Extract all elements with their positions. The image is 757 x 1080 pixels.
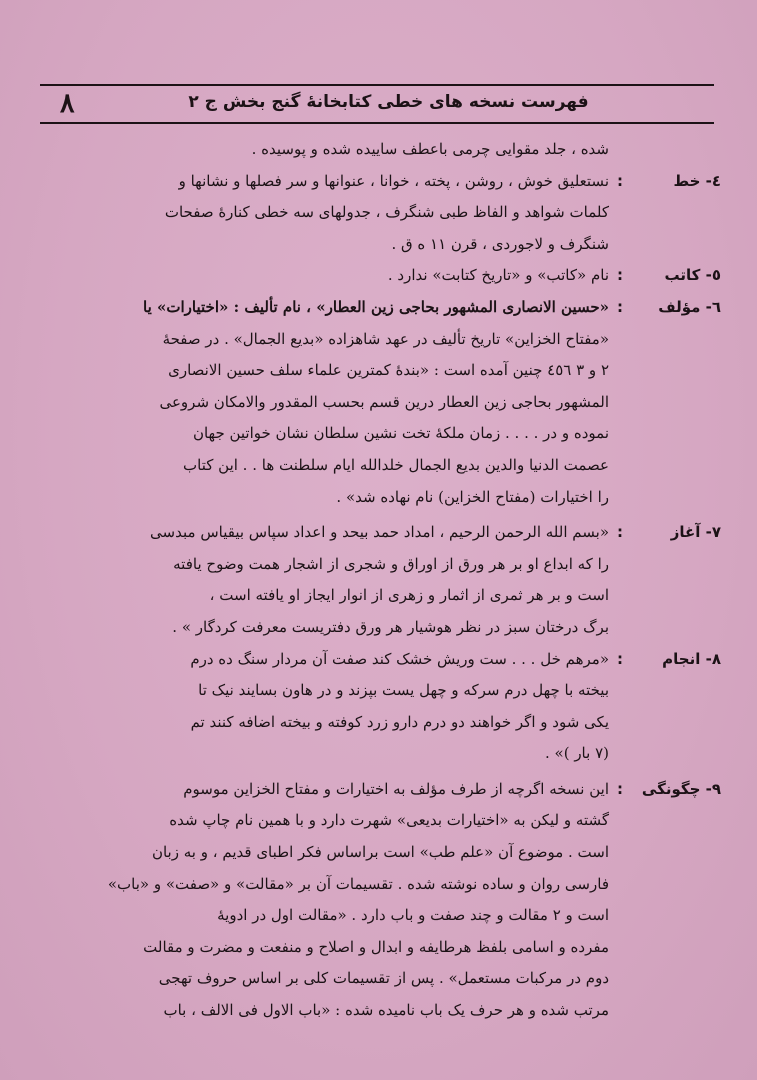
text-line: یکی شود و اگر خواهند دو درم دارو زرد کوفته و بیخته اضافه کنند تم	[190, 712, 609, 731]
entry-incipit	[50, 517, 721, 643]
text-line: نستعلیق خوش ، روشن ، پخته ، خوانا ، عنوانها و سر فصلها و نشانها و	[178, 171, 609, 190]
entry-author	[50, 292, 721, 513]
catalog-entry-body	[50, 134, 721, 1027]
entry-description	[50, 774, 721, 1027]
entry-label: ٥- کاتب :	[617, 266, 721, 285]
entry-label: ٤- خط :	[617, 171, 721, 190]
text-line: است . موضوع آن «علم طب» است براساس فکر اطبای قدیم ، و به زبان	[151, 843, 609, 862]
running-title: فهرست نسخه های خطی کتابخانهٔ گنج بخش ج ۲	[188, 92, 589, 112]
entry-scribe	[50, 260, 721, 292]
text-line: نموده و در . . . . زمان ملکهٔ تخت نشین سلطان نشان خواتین جهان	[192, 424, 609, 443]
text-line: را که ابداع او بر هر ورق از اوراق و شجری از اشجار همت وضوح یافته	[173, 554, 609, 573]
label-text: ٩- چگونگی	[641, 779, 721, 798]
text-line: است و بر هر ثمری از اثمار و زهری از انوار ایجاز او یافته است ،	[209, 586, 609, 605]
text-line: نام «کاتب» و «تاریخ کتابت» ندارد .	[387, 266, 609, 285]
text-line: «مرهم خل . . . ست وریش خشک کند صفت آن مردار سنگ ده درم	[190, 649, 609, 668]
text-line: بیخته با چهل درم سرکه و چهل یست بپزند و در هاون بسایند نیک تا	[198, 681, 609, 700]
header-rule-bottom	[40, 122, 714, 124]
text-line: عصمت الدنیا والدین بدیع الجمال خلدالله ایام سلطنت ها . . این کتاب	[183, 455, 609, 474]
text-line: کلمات شواهد و الفاظ طبی شنگرف ، جدولهای سه خطی کنارهٔ صفحات	[164, 203, 609, 222]
entry-label: ٦- مؤلف :	[617, 297, 721, 316]
text-line: شده ، جلد مقوایی چرمی باعطف ساییده شده و پوسیده .	[251, 140, 609, 158]
label-text: ٨- انجام	[662, 649, 721, 668]
label-text: ٦- مؤلف	[658, 297, 721, 316]
text-line: دوم در مرکبات مستعمل» . پس از تقسیمات کلی بر اساس حروف تهجی	[158, 969, 609, 988]
intro-paragraph	[50, 134, 721, 166]
verse-line: برگ درختان سبز در نظر هوشیار هر ورق دفتریست معرفت کردگار » .	[172, 617, 609, 636]
text-line: شنگرف و لاجوردی ، قرن ۱۱ ه ق .	[391, 234, 609, 253]
entry-label: ٧- آغاز :	[617, 523, 721, 542]
label-text: ٧- آغاز	[670, 523, 721, 542]
text-line: «حسین الانصاری المشهور بحاجی زین العطار» ، نام تألیف : «اختیارات» یا	[143, 297, 609, 316]
text-line: «مفتاح الخزاین» تاریخ تألیف در عهد شاهزاده «بدیع الجمال» . در صفحهٔ	[162, 329, 609, 348]
text-line: المشهور بحاجی زین العطار درین قسم بحسب المقدور والامکان شروعی	[159, 392, 609, 411]
entry-script	[50, 166, 721, 261]
label-text: ٤- خط	[673, 171, 721, 190]
entry-label: ٩- چگونگی :	[617, 779, 721, 798]
entry-explicit	[50, 644, 721, 770]
text-line: ۲ و ۳ ٤٥٦ چنین آمده است : «بندهٔ کمترین علماء سلف حسین الانصاری	[168, 361, 609, 380]
entry-label: ٨- انجام :	[617, 649, 721, 668]
text-line: است و ۲ مقالت و چند صفت و باب دارد . «مقالت اول در ادویهٔ	[217, 906, 609, 925]
label-text: ٥- کاتب	[664, 266, 721, 285]
text-line: این نسخه اگرچه از طرف مؤلف به اختیارات و مفتاح الخزاین موسوم	[183, 779, 609, 798]
header-rule-top	[40, 84, 714, 86]
text-line: (۷ بار )» .	[544, 744, 609, 763]
text-line: مرتب شده و هر حرف یک باب نامیده شده : «باب الاول فی الالف ، باب	[163, 1001, 609, 1020]
text-line: را اختیارات (مفتاح الخزاین) نام نهاده شد» .	[336, 487, 609, 506]
text-line: فارسی روان و ساده نوشته شده . تقسیمات آن بر «مقالت» و «صفت» و «باب»	[107, 874, 609, 893]
text-line: «بسم الله الرحمن الرحیم ، امداد حمد بیحد و اعداد سپاس بیقیاس مبدسی	[150, 523, 609, 542]
page-number: ٨	[60, 88, 75, 119]
text-line: گشته و لیکن به «اختیارات بدیعی» شهرت دارد و با همین نام چاپ شده	[169, 811, 609, 830]
text-line: مفرده و اسامی بلفظ هرطایفه و ابدال و اصلاح و منفعت و مضرت و مقالت	[143, 937, 609, 956]
